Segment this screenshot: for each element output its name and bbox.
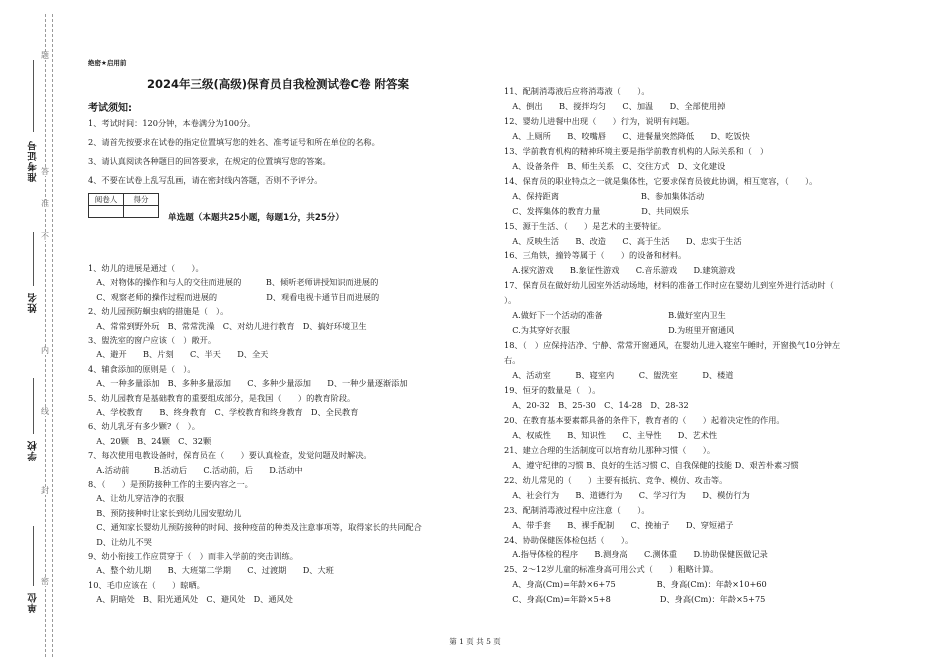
question-line: A、带手套 B、裸手配制 C、挽袖子 D、穿短裙子 [504, 519, 734, 530]
seal-line [45, 14, 46, 657]
question-line: 2、幼儿园预防蛔虫病的措施是（ ）。 [88, 306, 229, 317]
confidential-tag: 绝密★启用前 [88, 59, 127, 67]
name-label: 姓名 [28, 292, 39, 313]
question-line: B、预防接种时让家长到幼儿园安慰幼儿 [88, 507, 242, 518]
seal-char: 封 [41, 486, 49, 495]
question-line: 7、每次使用电教设备时，保育员在（ ）要认真检查，发觉问题及时解决。 [88, 450, 372, 461]
question-line: C、观察老师的操作过程而进展的 D、观看电视卡通节目而进展的 [88, 291, 380, 302]
question-line: A、20-32 B、25-30 C、14-28 D、28-32 [504, 399, 689, 410]
exam-number-field [33, 60, 34, 132]
school-label: 学校 [28, 440, 39, 461]
score-cell[interactable] [124, 206, 159, 218]
question-line: A、让幼儿穿洁净的衣服 [88, 493, 184, 504]
score-header: 得分 [124, 194, 159, 206]
question-line: 4、辅食添加的原则是（ ）。 [88, 363, 196, 374]
score-table [88, 193, 159, 218]
question-line: A、阴暗处 B、阳光通风处 C、避风处 D、通风处 [88, 594, 293, 605]
section-heading: 单选题（本题共25小题，每题1分，共25分） [168, 213, 344, 223]
question-line: A、活动室 B、寝室内 C、盥洗室 D、楼道 [504, 370, 734, 381]
binding-margin [0, 0, 60, 671]
question-line: A、遵守纪律的习惯 B、良好的生活习惯 C、自我保健的技能 D、艰苦朴素习惯 [504, 459, 799, 470]
question-line: A、避开 B、片刻 C、半天 D、全天 [88, 349, 269, 360]
question-line: A、整个幼儿期 B、大班第二学期 C、过渡期 D、大班 [88, 565, 334, 576]
question-line: A、倒出 B、搅拌均匀 C、加温 D、全部使用掉 [504, 100, 726, 111]
question-line: 1、幼儿的进展是通过（ ）。 [88, 263, 204, 273]
question-line: A、权威性 B、知识性 C、主导性 D、艺术性 [504, 429, 718, 440]
question-line: A、身高(Cm)=年龄×6+75 B、身高(Cm)：年龄×10+60 [504, 579, 767, 590]
seal-char: 线 [41, 407, 49, 416]
question-line: A、常常到野外玩 B、常常洗澡 C、对幼儿进行教育 D、搞好环境卫生 [88, 320, 367, 331]
seal-char: 不 [41, 232, 49, 241]
question-line: A、上厕所 B、咬嘴唇 C、进餐量突然降低 D、吃饭快 [504, 130, 750, 141]
question-line: 14、保育员的职业特点之一就是集体性，它要求保育员彼此协调，相互宽容，（ ）。 [504, 175, 818, 186]
question-line: A.指导体检的程序 B.测身高 C.测体重 D.协助保健医做记录 [504, 549, 768, 560]
question-line: 19、恒牙的数量是（ ）。 [504, 385, 601, 395]
question-line: 21、建立合理的生活制度可以培育幼儿那种习惯（ ）。 [504, 444, 716, 455]
notice-item: 3、请认真阅读各种题目的回答要求，在规定的位置填写您的答案。 [88, 156, 331, 166]
name-field [33, 232, 34, 286]
seal-char: 密 [41, 577, 49, 586]
question-line: 5、幼儿园教育是基础教育的重要组成部分，是我国（ ）的教育阶段。 [88, 392, 356, 403]
question-line: A、学校教育 B、终身教育 C、学校教育和终身教育 D、全民教育 [88, 407, 359, 417]
notice-item: 4、不要在试卷上乱写乱画，请在密封线内答题，否则不予评分。 [88, 175, 323, 185]
question-line: 12、婴幼儿进餐中出现（ ）行为，说明有问题。 [504, 115, 695, 126]
question-line: A.做好下一个活动的准备 B.做好室内卫生 [504, 310, 726, 321]
question-line: A、保持距离 B、参加集体活动 [504, 190, 705, 201]
page-footer: 第 1 页 共 5 页 [449, 637, 501, 646]
question-line: 23、配制消毒液过程中应注意（ ）。 [504, 504, 650, 515]
question-line: 10、毛巾应该在（ ）晾晒。 [88, 579, 205, 590]
question-line: 25、2～12岁儿童的标准身高可用公式（ ）粗略计算。 [504, 564, 719, 575]
question-line: A、社会行为 B、道德行为 C、学习行为 D、模仿行为 [504, 489, 750, 500]
question-line: 15、源于生活、（ ）是艺术的主要特征。 [504, 220, 666, 231]
question-line: A、20颗 B、24颗 C、32颗 [88, 435, 212, 446]
question-line: 11、配制消毒液后应将消毒液（ ）。 [504, 86, 650, 96]
question-line: A、设备条件 B、师生关系 C、交往方式 D、文化建设 [504, 160, 726, 171]
seal-char: 题 [41, 51, 49, 60]
question-line: ）。 [504, 295, 517, 306]
seal-char: 答 [41, 167, 49, 176]
grader-cell[interactable] [89, 206, 124, 218]
question-line: 6、幼儿乳牙有多少颗?（ ）。 [88, 421, 200, 432]
question-line: 13、学前教育机构的精神环境主要是指学前教育机构的人际关系和（ ） [504, 145, 769, 156]
question-line: 3、盥洗室的窗户应该（ ）敞开。 [88, 335, 217, 345]
question-line: 17、保育员在做好幼儿园室外活动场地，材料的准备工作时应在婴幼儿到室外进行活动时（ [504, 280, 834, 291]
grader-header: 阅卷人 [89, 194, 124, 206]
question-line: 9、幼小衔接工作应贯穿于（ ）而非入学前的突击训练。 [88, 551, 298, 561]
exam-number-label: 准考证号 [28, 140, 39, 182]
cut-line [52, 14, 53, 657]
notice-item: 1、考试时间：120分钟，本卷满分为100分。 [88, 118, 256, 128]
unit-label: 单位 [28, 592, 39, 613]
question-line: D、让幼儿不哭 [88, 536, 152, 547]
unit-field [33, 526, 34, 586]
question-line: 22、幼儿常见的（ ）主要有抵抗、竞争、模仿、攻击等。 [504, 474, 728, 485]
notice-heading: 考试须知: [88, 103, 132, 114]
question-line: 8、（ ）是预防接种工作的主要内容之一。 [88, 479, 253, 489]
seal-char: 内 [41, 346, 49, 355]
notice-item: 2、请首先按要求在试卷的指定位置填写您的姓名、准考证号和所在单位的名称。 [88, 137, 380, 147]
question-line: A.探究游戏 B.象征性游戏 C.音乐游戏 D.建筑游戏 [504, 265, 736, 276]
question-line: 18、（ ）应保持洁净、宁静、常常开窗通风，在婴幼儿进入寝室午睡时，开窗换气10分钟左 [504, 340, 841, 351]
question-line: A、反映生活 B、改造 C、高于生活 D、忠实于生活 [504, 235, 742, 246]
question-line: 右。 [504, 355, 521, 366]
page-title: 2024年三级(高级)保育员自我检测试卷C卷 附答案 [147, 77, 409, 91]
seal-char: 准 [41, 199, 49, 208]
question-line: C、通知家长婴幼儿预防接种的时间、接种疫苗的种类及注意事项等，取得家长的共同配合 [88, 522, 422, 533]
question-line: 16、三角铁，撞铃等属于（ ）的设备和材料。 [504, 250, 687, 261]
question-line: 20、在教育基本要素都具备的条件下，教育者的（ ）起着决定性的作用。 [504, 414, 785, 425]
school-field [33, 378, 34, 434]
question-line: C.为其穿好衣服 D.为班里开窗通风 [504, 325, 735, 336]
question-line: C、发挥集体的教育力量 D、共同娱乐 [504, 205, 689, 216]
question-line: C、身高(Cm)=年龄×5+8 D、身高(Cm)：年龄×5+75 [504, 594, 766, 605]
question-line: A、对物体的操作和与人的交往而进展的 B、倾听老师讲授知识而进展的 [88, 277, 379, 288]
question-line: 24、协助保健医体检包括（ ）。 [504, 534, 634, 545]
question-line: A.活动前 B.活动后 C.活动前，后 D.活动中 [88, 464, 303, 475]
question-line: A、一种多量添加 B、多种多量添加 C、多种少量添加 D、一种少量逐渐添加 [88, 378, 408, 389]
